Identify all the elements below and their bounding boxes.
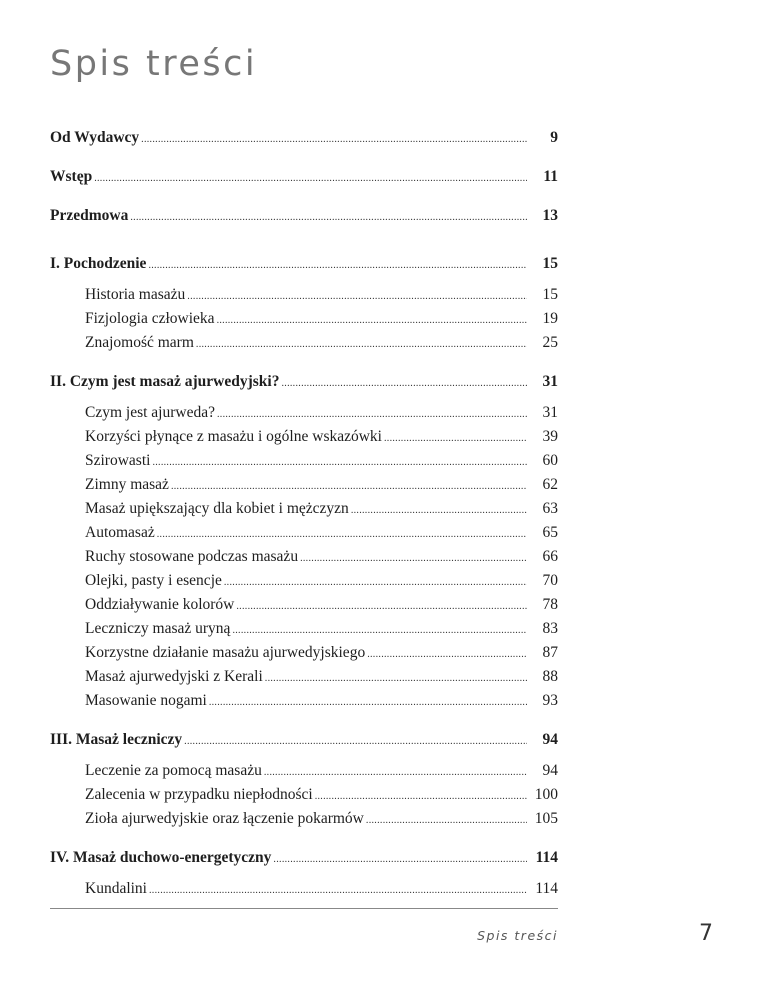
toc-entry-masaz-z-kerali[interactable] xyxy=(50,665,558,689)
toc-entry-olejki-pasty[interactable] xyxy=(50,569,558,593)
toc-page-number: 31 xyxy=(542,404,558,421)
toc-chapter-masaz-leczniczy[interactable] xyxy=(50,728,558,752)
toc-page-number: 94 xyxy=(542,731,558,748)
toc-entry-przedmowa[interactable] xyxy=(50,204,558,228)
toc-entry-historia-masazu[interactable] xyxy=(50,283,558,307)
leader-dots xyxy=(232,619,527,643)
leader-dots xyxy=(196,333,527,357)
toc-entry-leczniczy-masaz-uryna[interactable] xyxy=(50,617,558,641)
toc-label: Korzyści płynące z masażu i ogólne wskazówki xyxy=(85,428,382,445)
toc-page-number: 78 xyxy=(542,596,558,613)
toc-label: Historia masażu xyxy=(85,286,186,303)
leader-dots xyxy=(217,403,527,427)
toc-entry-korzystne-dzialanie[interactable] xyxy=(50,641,558,665)
toc-label: Szirowasti xyxy=(85,452,151,469)
toc-label: Zioła ajurwedyjskie oraz łączenie pokarmów xyxy=(85,810,364,827)
leader-dots xyxy=(209,691,527,715)
toc-page-number: 62 xyxy=(542,476,558,493)
toc-page-number: 39 xyxy=(542,428,558,445)
toc-page-number: 13 xyxy=(542,207,558,224)
toc-page-number: 70 xyxy=(542,572,558,589)
leader-dots xyxy=(351,499,527,523)
leader-dots xyxy=(152,451,527,475)
toc-page-number: 63 xyxy=(542,500,558,517)
leader-dots xyxy=(300,547,527,571)
toc-page-number: 88 xyxy=(542,668,558,685)
toc-entry-oddzialywanie-kolorow[interactable] xyxy=(50,593,558,617)
toc-page-number: 83 xyxy=(542,620,558,637)
toc-page-number: 60 xyxy=(542,452,558,469)
leader-dots xyxy=(149,879,527,903)
toc-label: Kundalini xyxy=(85,880,147,897)
toc-label: Automasaż xyxy=(85,524,155,541)
leader-dots xyxy=(315,785,527,809)
leader-dots xyxy=(224,571,527,595)
toc-label: Zalecenia w przypadku niepłodności xyxy=(85,786,313,803)
page-number: 7 xyxy=(699,921,713,946)
toc-label: Wstęp xyxy=(50,168,93,185)
toc-entry-korzysci[interactable] xyxy=(50,425,558,449)
toc-entry-zimny-masaz[interactable] xyxy=(50,473,558,497)
page-title: Spis treści xyxy=(50,44,258,84)
toc-label: Zimny masaż xyxy=(85,476,169,493)
toc-entry-zalecenia-nieplodnosc[interactable] xyxy=(50,783,558,807)
toc-page-number: 87 xyxy=(542,644,558,661)
toc-entry-znajomosc-marm[interactable] xyxy=(50,331,558,355)
leader-dots xyxy=(141,128,527,152)
toc-label: Fizjologia człowieka xyxy=(85,310,215,327)
toc-label: Leczniczy masaż uryną xyxy=(85,620,231,637)
toc-entry-masowanie-nogami[interactable] xyxy=(50,689,558,713)
toc-label: Masaż ajurwedyjski z Kerali xyxy=(85,668,263,685)
toc-label: Olejki, pasty i esencje xyxy=(85,572,222,589)
toc-page-number: 19 xyxy=(542,310,558,327)
toc-label: Korzystne działanie masażu ajurwedyjskiego xyxy=(85,644,366,661)
leader-dots xyxy=(236,595,527,619)
toc-chapter-czym-jest-masaz[interactable] xyxy=(50,370,558,394)
leader-dots xyxy=(171,475,527,499)
toc-entry-masaz-upiekszajacy[interactable] xyxy=(50,497,558,521)
toc-label: IV. Masaż duchowo-energetyczny xyxy=(50,849,272,866)
toc-page-number: 31 xyxy=(542,373,558,390)
leader-dots xyxy=(384,427,527,451)
toc-label: Przedmowa xyxy=(50,207,129,224)
toc-page-number: 94 xyxy=(542,762,558,779)
leader-dots xyxy=(281,372,527,396)
toc-entry-ruchy-stosowane[interactable] xyxy=(50,545,558,569)
toc-page-number: 65 xyxy=(542,524,558,541)
toc-page-number: 9 xyxy=(550,129,558,146)
leader-dots xyxy=(367,643,527,667)
toc-label: Od Wydawcy xyxy=(50,129,140,146)
leader-dots xyxy=(94,167,527,191)
toc-page-number: 114 xyxy=(535,849,558,866)
leader-dots xyxy=(184,730,527,754)
toc-label: Oddziaływanie kolorów xyxy=(85,596,235,613)
toc-page-number: 15 xyxy=(542,255,558,272)
toc-page-number: 25 xyxy=(542,334,558,351)
toc-label: Znajomość marm xyxy=(85,334,194,351)
toc-label: I. Pochodzenie xyxy=(50,255,147,272)
toc-label: III. Masaż leczniczy xyxy=(50,731,183,748)
toc-page-number: 100 xyxy=(534,786,558,803)
toc-entry-od-wydawcy[interactable] xyxy=(50,126,558,150)
table-of-contents xyxy=(50,126,558,901)
toc-entry-fizjologia-czlowieka[interactable] xyxy=(50,307,558,331)
toc-label: Czym jest ajurweda? xyxy=(85,404,215,421)
toc-entry-kundalini[interactable] xyxy=(50,877,558,901)
toc-entry-automasaz[interactable] xyxy=(50,521,558,545)
toc-page-number: 93 xyxy=(542,692,558,709)
toc-page-number: 15 xyxy=(542,286,558,303)
leader-dots xyxy=(264,761,527,785)
footer-rule xyxy=(50,908,558,909)
toc-page-number: 114 xyxy=(535,880,558,897)
leader-dots xyxy=(148,254,527,278)
leader-dots xyxy=(366,809,527,833)
leader-dots xyxy=(130,206,527,230)
toc-label: Masaż upiększający dla kobiet i mężczyzn xyxy=(85,500,349,517)
toc-entry-szirowasti[interactable] xyxy=(50,449,558,473)
toc-label: Leczenie za pomocą masażu xyxy=(85,762,262,779)
leader-dots xyxy=(273,848,527,872)
toc-entry-wstep[interactable] xyxy=(50,165,558,189)
toc-entry-leczenie-masazem[interactable] xyxy=(50,759,558,783)
leader-dots xyxy=(217,309,527,333)
toc-page-number: 66 xyxy=(542,548,558,565)
running-footer-title: Spis treści xyxy=(477,928,558,943)
leader-dots xyxy=(265,667,527,691)
leader-dots xyxy=(157,523,527,547)
toc-chapter-pochodzenie[interactable] xyxy=(50,252,558,276)
toc-page-number: 11 xyxy=(543,168,558,185)
toc-label: II. Czym jest masaż ajurwedyjski? xyxy=(50,373,280,390)
toc-page-number: 105 xyxy=(534,810,558,827)
toc-entry-czym-jest-ajurweda[interactable] xyxy=(50,401,558,425)
toc-label: Ruchy stosowane podczas masażu xyxy=(85,548,299,565)
toc-label: Masowanie nogami xyxy=(85,692,207,709)
toc-entry-ziola-ajurwedyjskie[interactable] xyxy=(50,807,558,831)
leader-dots xyxy=(187,285,527,309)
toc-chapter-masaz-duchowo[interactable] xyxy=(50,846,558,870)
